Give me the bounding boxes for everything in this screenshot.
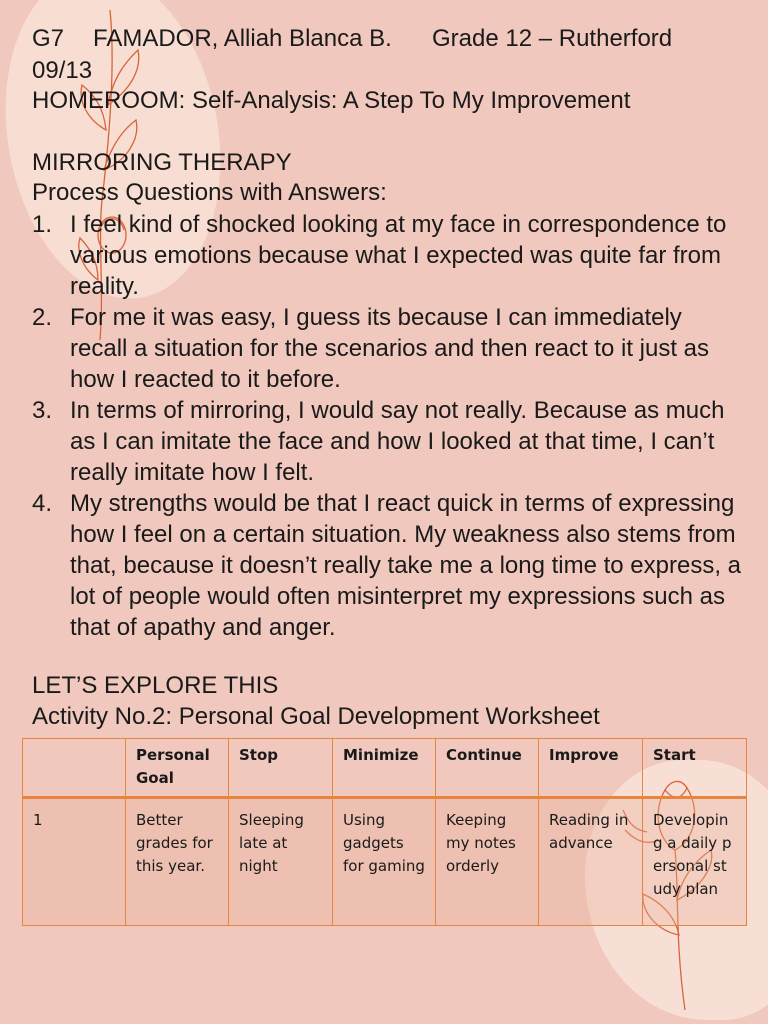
student-name: FAMADOR, Alliah Blanca B. xyxy=(93,25,392,52)
answer-item xyxy=(32,302,742,395)
header-cell-blank xyxy=(23,739,126,798)
header-cell-start: Start xyxy=(643,739,747,798)
cell-personal-goal: Better grades for this year. xyxy=(126,798,229,926)
answer-text: I feel kind of shocked looking at my face in correspondence to various emotions because what I expected was quite far from reality. xyxy=(70,211,727,300)
header-cell-continue: Continue xyxy=(436,739,539,798)
homeroom-title: HOMEROOM: Self-Analysis: A Step To My Improvement xyxy=(32,87,631,114)
answer-list xyxy=(32,209,742,643)
answer-item xyxy=(32,488,742,643)
goal-worksheet-table xyxy=(22,738,747,926)
cell-improve: Reading in advance xyxy=(539,798,643,926)
cell-continue: Keeping my notes orderly xyxy=(436,798,539,926)
header-cell-improve: Improve xyxy=(539,739,643,798)
student-code: G7 xyxy=(32,25,65,52)
answer-number: 3. xyxy=(32,397,53,424)
header-cell-minimize: Minimize xyxy=(333,739,436,798)
answer-text: In terms of mirroring, I would say not really. Because as much as I can imitate the face and how I looked at that time, I can’t really imitate how I felt. xyxy=(70,397,725,486)
activity-title: Activity No.2: Personal Goal Development Worksheet xyxy=(32,703,600,730)
answer-text: My strengths would be that I react quick in terms of expressing how I feel on a certain situation. My weakness also stems from that, because it doesn’t really take me a long time to express, a lot of people would often misinterpret my expressions such as that of apathy and anger. xyxy=(70,490,742,641)
table-header-row xyxy=(23,739,747,798)
cell-stop: Sleeping late at night xyxy=(229,798,333,926)
explore-title: LET’S EXPLORE THIS xyxy=(32,672,279,699)
cell-number: 1 xyxy=(23,798,126,926)
answer-item xyxy=(32,395,742,488)
grade-section: Grade 12 – Rutherford xyxy=(432,25,673,52)
mirroring-subtitle: Process Questions with Answers: xyxy=(32,179,387,206)
answer-number: 1. xyxy=(32,211,53,238)
answer-number: 4. xyxy=(32,490,53,517)
cell-start: Developing a daily personal study plan xyxy=(643,798,747,926)
cell-minimize: Using gadgets for gaming xyxy=(333,798,436,926)
table-row xyxy=(23,798,747,926)
answer-number: 2. xyxy=(32,304,53,331)
mirroring-title: MIRRORING THERAPY xyxy=(32,149,292,176)
header-cell-personal-goal: Personal Goal xyxy=(126,739,229,798)
date: 09/13 xyxy=(32,57,93,84)
answer-text: For me it was easy, I guess its because I can immediately recall a situation for the scenarios and then react to it just as how I reacted to it before. xyxy=(70,304,710,393)
header-cell-stop: Stop xyxy=(229,739,333,798)
answer-item xyxy=(32,209,742,302)
